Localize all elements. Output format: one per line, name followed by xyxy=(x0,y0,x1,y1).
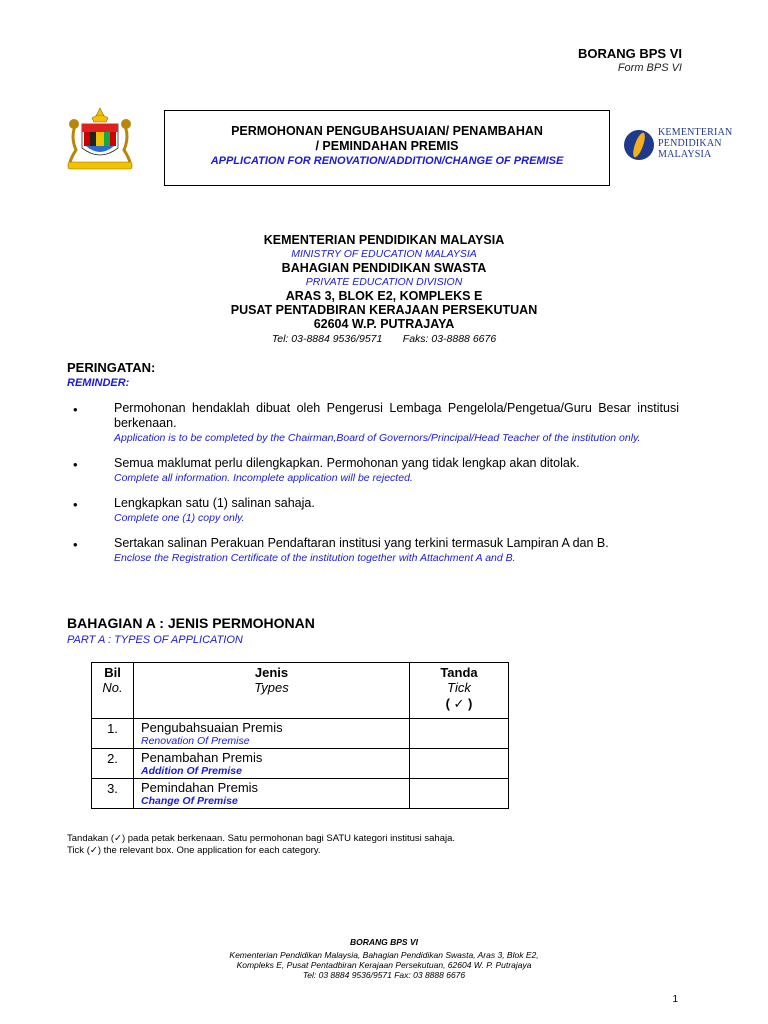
bullet-icon: • xyxy=(73,537,78,552)
row-number: 2. xyxy=(92,749,134,779)
page-number: 1 xyxy=(672,994,678,1005)
address-line3: 62604 W.P. PUTRAJAYA xyxy=(313,317,455,331)
bullet-icon: • xyxy=(73,402,78,417)
row-type: Pemindahan Premis Change Of Premise xyxy=(134,779,410,809)
row-number: 1. xyxy=(92,719,134,749)
tick-box-addition[interactable] xyxy=(410,749,509,779)
division-name-en: PRIVATE EDUCATION DIVISION xyxy=(305,276,463,288)
tick-instruction-en: Tick (✓) the relevant box. One application for each category. xyxy=(67,845,321,856)
footer-address-line2: Kompleks E, Pusat Pentadbiran Kerajaan Persekutuan, 62604 W. P. Putrajaya xyxy=(236,960,532,970)
form-title-english: APPLICATION FOR RENOVATION/ADDITION/CHANGE OF PREMISE xyxy=(210,155,564,167)
col-tick-header: Tanda Tick ( ✓ ) xyxy=(410,663,509,719)
section-a-heading xyxy=(67,615,315,646)
form-title-box xyxy=(164,110,610,186)
contact-phone-fax: Tel: 03-8884 9536/9571 Faks: 03-8888 6676 xyxy=(271,333,497,345)
footer-contact: Tel: 03 8884 9536/9571 Fax: 03 8888 6676 xyxy=(302,970,466,980)
reminder-title: PERINGATAN: xyxy=(67,360,156,375)
ministry-name-en: MINISTRY OF EDUCATION MALAYSIA xyxy=(291,248,477,260)
row-number: 3. xyxy=(92,779,134,809)
coat-of-arms-logo xyxy=(62,106,138,174)
bullet-icon: • xyxy=(73,497,78,512)
section-a-title-en: PART A : TYPES OF APPLICATION xyxy=(67,634,243,646)
tick-mark-icon: ( ✓ ) xyxy=(445,696,473,711)
ministry-name: KEMENTERIAN PENDIDIKAN MALAYSIA xyxy=(263,233,505,247)
ministry-logo-wordmark: KEMENTERIAN PENDIDIKAN MALAYSIA xyxy=(658,127,733,160)
division-name: BAHAGIAN PENDIDIKAN SWASTA xyxy=(281,261,487,275)
ministry-emblem-icon xyxy=(624,130,654,160)
reminder-heading xyxy=(67,360,155,389)
row-type: Penambahan Premis Addition Of Premise xyxy=(134,749,410,779)
list-item: • Sertakan salinan Perakuan Pendaftaran institusi yang terkini termasuk Lampiran A dan B. Enclose the Registration Certificate of the institution together with Attachment A and B. xyxy=(73,536,609,564)
tick-instruction-note xyxy=(67,833,455,857)
table-header-row xyxy=(92,663,509,719)
application-type-table xyxy=(91,662,509,809)
col-no-header: Bil No. xyxy=(92,663,134,719)
address-line1: ARAS 3, BLOK E2, KOMPLEKS E xyxy=(285,289,483,303)
form-code-ms: BORANG BPS VI xyxy=(577,46,682,61)
list-item: • Semua maklumat perlu dilengkapkan. Permohonan yang tidak lengkap akan ditolak. Complete all information. Incomplete application will be rejected. xyxy=(73,456,580,484)
footer-form-code: BORANG BPS VI xyxy=(349,937,418,947)
bullet-icon: • xyxy=(73,457,78,472)
ministry-logo xyxy=(622,124,750,166)
list-item: • Lengkapkan satu (1) salinan sahaja. Complete one (1) copy only. xyxy=(73,496,315,524)
form-code-en: Form BPS VI xyxy=(617,62,682,74)
form-title-line1: PERMOHONAN PENGUBAHSUAIAN/ PENAMBAHAN xyxy=(231,124,543,138)
table-row xyxy=(92,779,509,809)
page-footer xyxy=(0,937,768,980)
section-a-title: BAHAGIAN A : JENIS PERMOHONAN xyxy=(67,615,315,631)
row-type: Pengubahsuaian Premis Renovation Of Premise xyxy=(134,719,410,749)
table-row xyxy=(92,749,509,779)
tick-box-renovation[interactable] xyxy=(410,719,509,749)
reminder-list xyxy=(67,401,679,576)
col-type-header: Jenis Types xyxy=(134,663,410,719)
address-line2: PUSAT PENTADBIRAN KERAJAAN PERSEKUTUAN xyxy=(230,303,538,317)
reminder-title-en: REMINDER: xyxy=(67,377,130,389)
footer-address-line1: Kementerian Pendidikan Malaysia, Bahagian Pendidikan Swasta, Aras 3, Blok E2, xyxy=(229,950,539,960)
table-row xyxy=(92,719,509,749)
form-title-line2: / PEMINDAHAN PREMIS xyxy=(315,139,459,153)
tick-instruction-ms: Tandakan (✓) pada petak berkenaan. Satu permohonan bagi SATU kategori institusi sahaja. xyxy=(67,833,456,844)
ministry-address-block xyxy=(0,233,768,347)
form-code xyxy=(578,46,682,74)
tick-box-change[interactable] xyxy=(410,779,509,809)
list-item: • Permohonan hendaklah dibuat oleh Pengerusi Lembaga Pengelola/Pengetua/Guru Besar institusi berkenaan. Application is to be completed by the Chairman,Board of Governors/Principal/Head Teacher of the institution only. xyxy=(73,401,679,444)
